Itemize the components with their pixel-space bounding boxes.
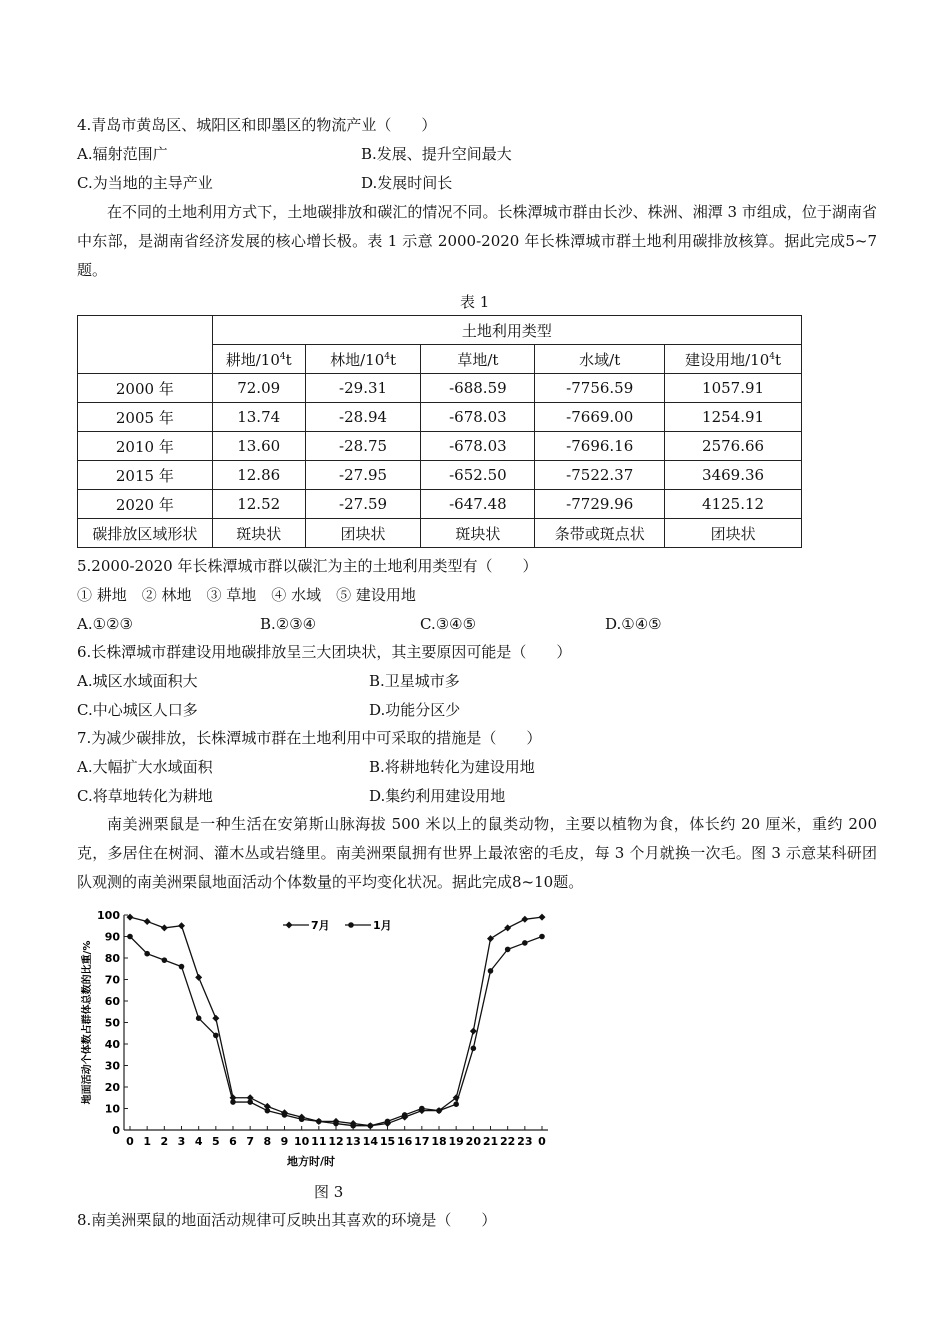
y-tick-label: 90 [104,930,120,944]
table-cell: 斑块状 [421,519,535,548]
y-tick-label: 50 [104,1016,120,1030]
col-header-farmland: 耕地$/10^4t$ [212,345,305,374]
x-tick-label: 11 [311,1135,327,1148]
x-tick-label: 9 [280,1135,289,1148]
table-cell: -7522.37 [535,461,665,490]
table-cell: 12.86 [212,461,305,490]
x-tick-label: 14 [362,1135,378,1148]
q4-option-b: B.发展、提升空间最大 [361,145,512,163]
legend-marker-january [348,922,354,928]
data-point-january [282,1112,288,1118]
q5-option-d: D.①④⑤ [605,615,662,633]
x-tick-label: 0 [126,1135,134,1148]
table-cell: -28.75 [305,432,421,461]
table-row [78,490,802,519]
x-tick-label: 19 [448,1135,464,1148]
row-label: 2005 年 [78,403,213,432]
q5-option-a: A.①②③ [77,615,133,633]
data-point-january [162,957,168,963]
q7-option-a: A.大幅扩大水域面积 [77,758,213,776]
data-point-january [453,1101,459,1107]
table-corner-cell [78,316,213,374]
data-point-january [539,934,545,940]
data-point-january [144,951,150,957]
table-cell: 1254.91 [665,403,802,432]
legend-label: 1月 [373,919,392,932]
y-tick-label: 60 [104,995,120,1008]
q4-option-a: A.辐射范围广 [77,145,168,163]
table-cell: -7756.59 [535,374,665,403]
data-point-january [247,1099,253,1105]
data-point-january [419,1106,425,1112]
q4-option-d: D.发展时间长 [361,174,453,192]
q5-items: ① 耕地 ② 林地 ③ 草地 ④ 水域 ⑤ 建设用地 [77,586,416,604]
table-cell: 2576.66 [665,432,802,461]
q7-option-b: B.将耕地转化为建设用地 [369,758,535,776]
y-tick-label: 10 [104,1102,120,1116]
legend-label: 7月 [311,919,330,932]
y-tick-label: 40 [104,1038,120,1051]
table-row-shape [78,519,802,548]
table-cell: 13.60 [212,432,305,461]
table-row [78,403,802,432]
data-point-july [161,924,168,931]
passage-land-carbon: 在不同的土地利用方式下，土地碳排放和碳汇的情况不同。长株潭城市群由长沙、株洲、湘潭 3 市组成，位于湖南省中东部，是湖南省经济发展的核心增长极。表 1 示意 2000-2020 年长株潭城市群土地利用碳排放核算。据此完成5~7题。 [77,203,877,279]
figure-caption: 图 3 [314,1183,344,1201]
table-cell: 1057.91 [665,374,802,403]
table-cell: -27.95 [305,461,421,490]
row-label: 2010 年 [78,432,213,461]
row-label: 碳排放区域形状 [78,519,213,548]
x-tick-label: 2 [160,1135,169,1148]
table-caption: 表 1 [460,293,490,311]
y-tick-label: 30 [104,1059,120,1073]
data-point-january [488,968,494,974]
row-label: 2015 年 [78,461,213,490]
table-cell: -688.59 [421,374,535,403]
data-point-january [436,1108,442,1114]
row-label: 2000 年 [78,374,213,403]
table-row [78,461,802,490]
data-point-january [471,1046,477,1052]
data-point-january [213,1033,219,1039]
legend-marker-july [286,922,293,929]
table-cell: -652.50 [421,461,535,490]
y-tick-label: 80 [104,952,120,965]
x-tick-label: 0 [538,1135,546,1148]
table-group-header: 土地利用类型 [212,316,801,345]
x-tick-label: 5 [212,1135,220,1148]
col-header-grassland: 草地/t [421,345,535,374]
q7-option-c: C.将草地转化为耕地 [77,787,213,805]
x-tick-label: 7 [246,1135,254,1148]
x-tick-label: 20 [465,1135,481,1148]
data-point-january [299,1116,305,1122]
data-point-july [212,1015,219,1022]
q5-option-c: C.③④⑤ [420,615,477,633]
x-tick-label: 16 [397,1135,413,1148]
row-label: 2020 年 [78,490,213,519]
q6-option-d: D.功能分区少 [369,701,461,719]
x-tick-label: 17 [414,1135,430,1148]
series-line-july [130,917,542,1126]
table-row [78,432,802,461]
x-tick-label: 10 [294,1135,310,1148]
data-point-january [179,964,185,970]
x-tick-label: 4 [194,1135,203,1148]
data-point-january [316,1119,322,1125]
y-tick-label: 0 [112,1124,120,1137]
q7-option-d: D.集约利用建设用地 [369,787,506,805]
table-cell: -678.03 [421,432,535,461]
table-cell: -29.31 [305,374,421,403]
x-tick-label: 15 [379,1135,396,1148]
data-point-july [521,916,528,923]
data-point-january [333,1121,339,1127]
col-header-water: 水域/t [535,345,665,374]
data-point-january [505,947,511,953]
activity-chart [78,905,568,1170]
table-cell: -28.94 [305,403,421,432]
table-cell: -7669.00 [535,403,665,432]
table-cell: 4125.12 [665,490,802,519]
table-cell: -678.03 [421,403,535,432]
table-cell: -7729.96 [535,490,665,519]
x-tick-label: 23 [517,1135,533,1148]
data-point-january [265,1108,271,1114]
y-axis-label: 地面活动个体数占群体总数的比重/% [82,940,93,1105]
x-tick-label: 6 [229,1135,237,1148]
q7-stem: 7.为减少碳排放，长株潭城市群在土地利用中可采取的措施是（ ） [77,729,542,747]
passage-chinchilla: 南美洲栗鼠是一种生活在安第斯山脉海拔 500 米以上的鼠类动物，主要以植物为食，体长约 20 厘米，重约 200 克，多居住在树洞、灌木丛或岩缝里。南美洲栗鼠拥有世界上最浓密的毛皮，每 3 个月就换一次毛。图 3 示意某科研团队观测的南美洲栗鼠地面活动个体数量的平均变化状况。据此完成8~10题。 [77,815,877,891]
y-tick-label: 100 [97,909,120,922]
col-header-construction: 建设用地$/10^4t$ [665,345,802,374]
x-tick-label: 1 [143,1135,151,1148]
table-cell: -27.59 [305,490,421,519]
table-row [78,374,802,403]
table-cell: 团块状 [305,519,421,548]
data-point-july [195,974,202,981]
table-cell: 斑块状 [212,519,305,548]
data-point-january [402,1112,408,1118]
table-cell: 团块状 [665,519,802,548]
data-point-january [127,934,133,940]
q5-stem: 5.2000-2020 年长株潭城市群以碳汇为主的土地利用类型有（ ） [77,557,538,575]
q6-stem: 6.长株潭城市群建设用地碳排放呈三大团块状，其主要原因可能是（ ） [77,643,572,661]
q5-option-b: B.②③④ [260,615,317,633]
table-cell: 72.09 [212,374,305,403]
x-tick-label: 13 [345,1135,361,1148]
table-cell: 条带或斑点状 [535,519,665,548]
table-cell: 3469.36 [665,461,802,490]
table-cell: -647.48 [421,490,535,519]
x-tick-label: 12 [328,1135,344,1148]
data-point-january [230,1099,236,1105]
data-point-january [385,1119,391,1125]
table-cell: -7696.16 [535,432,665,461]
data-point-july [504,924,511,931]
q4-option-c: C.为当地的主导产业 [77,174,213,192]
q6-option-b: B.卫星城市多 [369,672,460,690]
x-axis-label: 地方时/时 [286,1155,336,1168]
y-tick-label: 70 [104,973,120,987]
data-point-july [178,922,185,929]
data-point-july [470,1028,477,1035]
data-point-january [522,940,528,946]
x-tick-label: 22 [500,1135,516,1148]
data-point-july [539,914,546,921]
data-point-july [144,918,151,925]
x-tick-label: 8 [263,1135,272,1148]
carbon-table [77,315,802,548]
q6-option-c: C.中心城区人口多 [77,701,198,719]
q8-stem: 8.南美洲栗鼠的地面活动规律可反映出其喜欢的环境是（ ） [77,1211,497,1229]
table-cell: 13.74 [212,403,305,432]
data-point-january [368,1123,374,1129]
series-line-january [130,937,542,1126]
data-point-january [350,1123,356,1129]
table-cell: 12.52 [212,490,305,519]
x-tick-label: 18 [431,1135,447,1148]
x-tick-label: 21 [482,1135,499,1148]
data-point-january [196,1015,202,1021]
q6-option-a: A.城区水域面积大 [77,672,198,690]
data-point-july [487,935,494,942]
x-tick-label: 3 [177,1135,186,1148]
y-tick-label: 20 [104,1081,120,1094]
col-header-forest: 林地$/10^4t$ [305,345,421,374]
q4-stem: 4.青岛市黄岛区、城阳区和即墨区的物流产业（ ） [77,116,437,134]
